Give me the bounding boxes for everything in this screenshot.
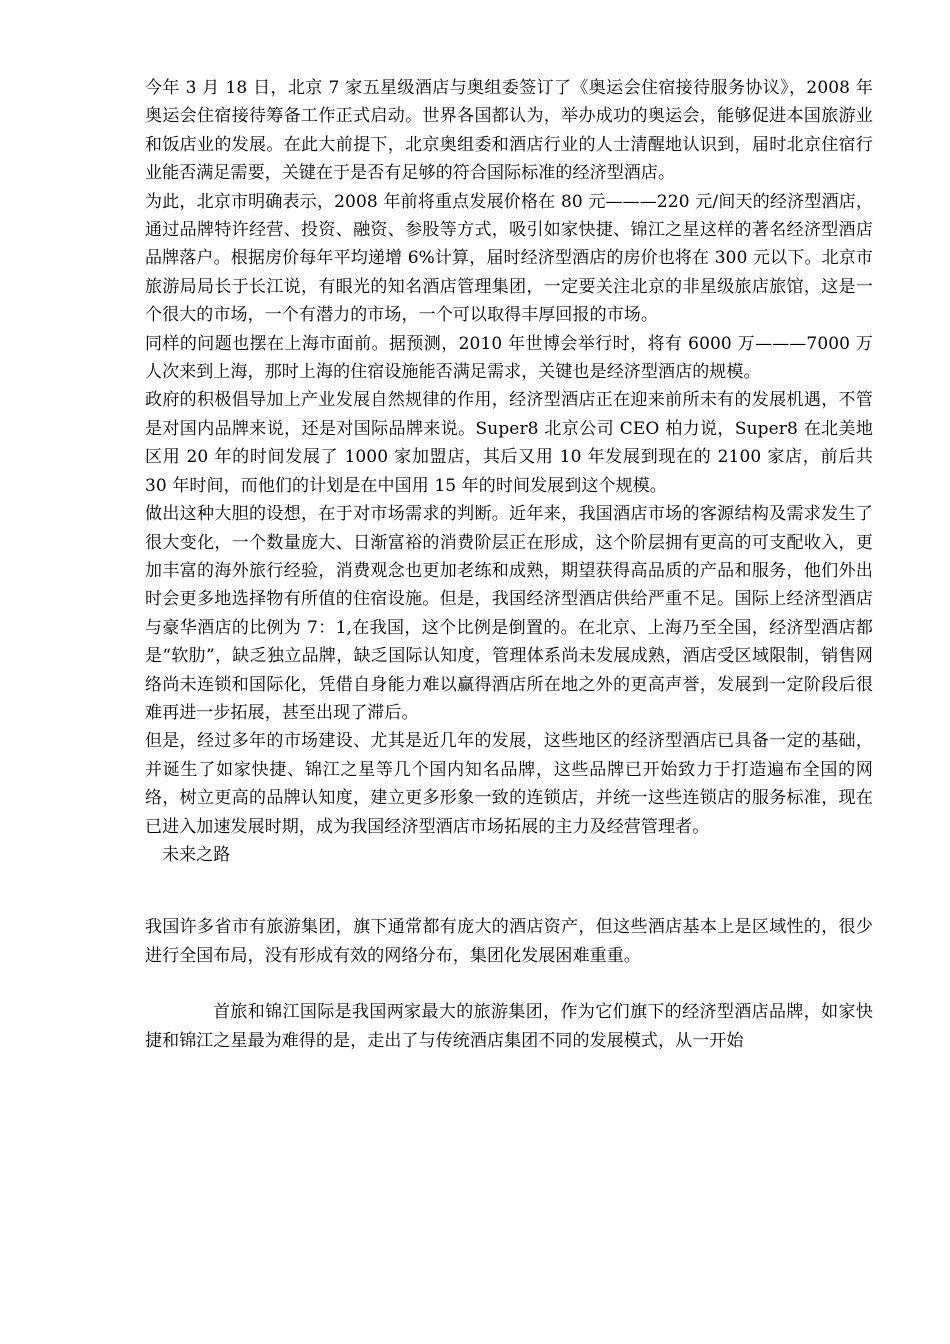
- paragraph-after-heading: 我国许多省市有旅游集团，旗下通常都有庞大的酒店资产，但这些酒店基本上是区域性的，很少进行全国布局，没有形成有效的网络分布，集团化发展困难重重。: [145, 917, 873, 966]
- section-heading: 未来之路: [162, 844, 231, 865]
- paragraph-6: 但是，经过多年的市场建设、尤其是近几年的发展，这些地区的经济型酒店已具备一定的基础，并诞生了如家快捷、锦江之星等几个国内知名品牌，这些品牌已开始致力于打造遍布全国的网络，树立更高的品牌认知度，建立更多形象一致的连锁店，并统一这些连锁店的服务标准，现在已进入加速发展时期，成为我国经济型酒店市场拓展的主力及经营管理者。: [145, 731, 873, 837]
- spacer: [145, 970, 873, 998]
- document-body: [145, 74, 873, 1055]
- spacer: [145, 869, 873, 913]
- paragraph-1: 今年 3 月 18 日，北京 7 家五星级酒店与奥组委签订了《奥运会住宿接待服务协议》，2008 年奥运会住宿接待筹备工作正式启动。世界各国都认为，举办成功的奥运会，能够促进本国旅游业和饭店业的发展。在此大前提下，北京奥组委和酒店行业的人士清醒地认识到，届时北京住宿行业能否满足需要，关键在于是否有足够的符合国际标准的经济型酒店。: [145, 78, 873, 184]
- paragraph-4: 政府的积极倡导加上产业发展自然规律的作用，经济型酒店正在迎来前所未有的发展机遇，不管是对国内品牌来说，还是对国际品牌来说。Super8 北京公司 CEO 柏力说，Super8 在北美地区用 20 年的时间发展了 1000 家加盟店，其后又用 10 年发展到现在的 2100 家店，前后共 30 年时间，而他们的计划是在中国用 15 年的时间发展到这个规模。: [145, 390, 873, 496]
- paragraph-5: 做出这种大胆的设想，在于对市场需求的判断。近年来，我国酒店市场的客源结构及需求发生了很大变化，一个数量庞大、日渐富裕的消费阶层正在形成，这个阶层拥有更高的可支配收入，更加丰富的海外旅行经验，消费观念也更加老练和成熟，期望获得高品质的产品和服务，他们外出时会更多地选择物有所值的住宿设施。但是，我国经济型酒店供给严重不足。国际上经济型酒店与豪华酒店的比例为 7：1,在我国，这个比例是倒置的。在北京、上海乃至全国，经济型酒店都是“软肋”，缺乏独立品牌，缺乏国际认知度，管理体系尚未发展成熟，酒店受区域限制，销售网络尚未连锁和国际化，凭借自身能力难以赢得酒店所在地之外的更高声誉，发展到一定阶段后很难再进一步拓展，甚至出现了滞后。: [145, 504, 873, 723]
- paragraph-3: 同样的问题也摆在上海市面前。据预测，2010 年世博会举行时，将有 6000 万———7000 万人次来到上海，那时上海的住宿设施能否满足需求，关键也是经济型酒店的规模。: [145, 333, 873, 383]
- paragraph-last: 首旅和锦江国际是我国两家最大的旅游集团，作为它们旗下的经济型酒店品牌，如家快捷和锦江之星最为难得的是，走出了与传统酒店集团不同的发展模式，从一开始: [145, 1002, 873, 1051]
- paragraph-2: 为此，北京市明确表示，2008 年前将重点发展价格在 80 元———220 元/间天的经济型酒店，通过品牌特许经营、投资、融资、参股等方式，吸引如家快捷、锦江之星这样的著名经济型酒店品牌落户。根据房价每年平均递增 6%计算，届时经济型酒店的房价也将在 300 元以下。北京市旅游局局长于长江说，有眼光的知名酒店管理集团，一定要关注北京的非星级旅店旅馆，这是一个很大的市场，一个有潜力的市场，一个可以取得丰厚回报的市场。: [145, 191, 873, 326]
